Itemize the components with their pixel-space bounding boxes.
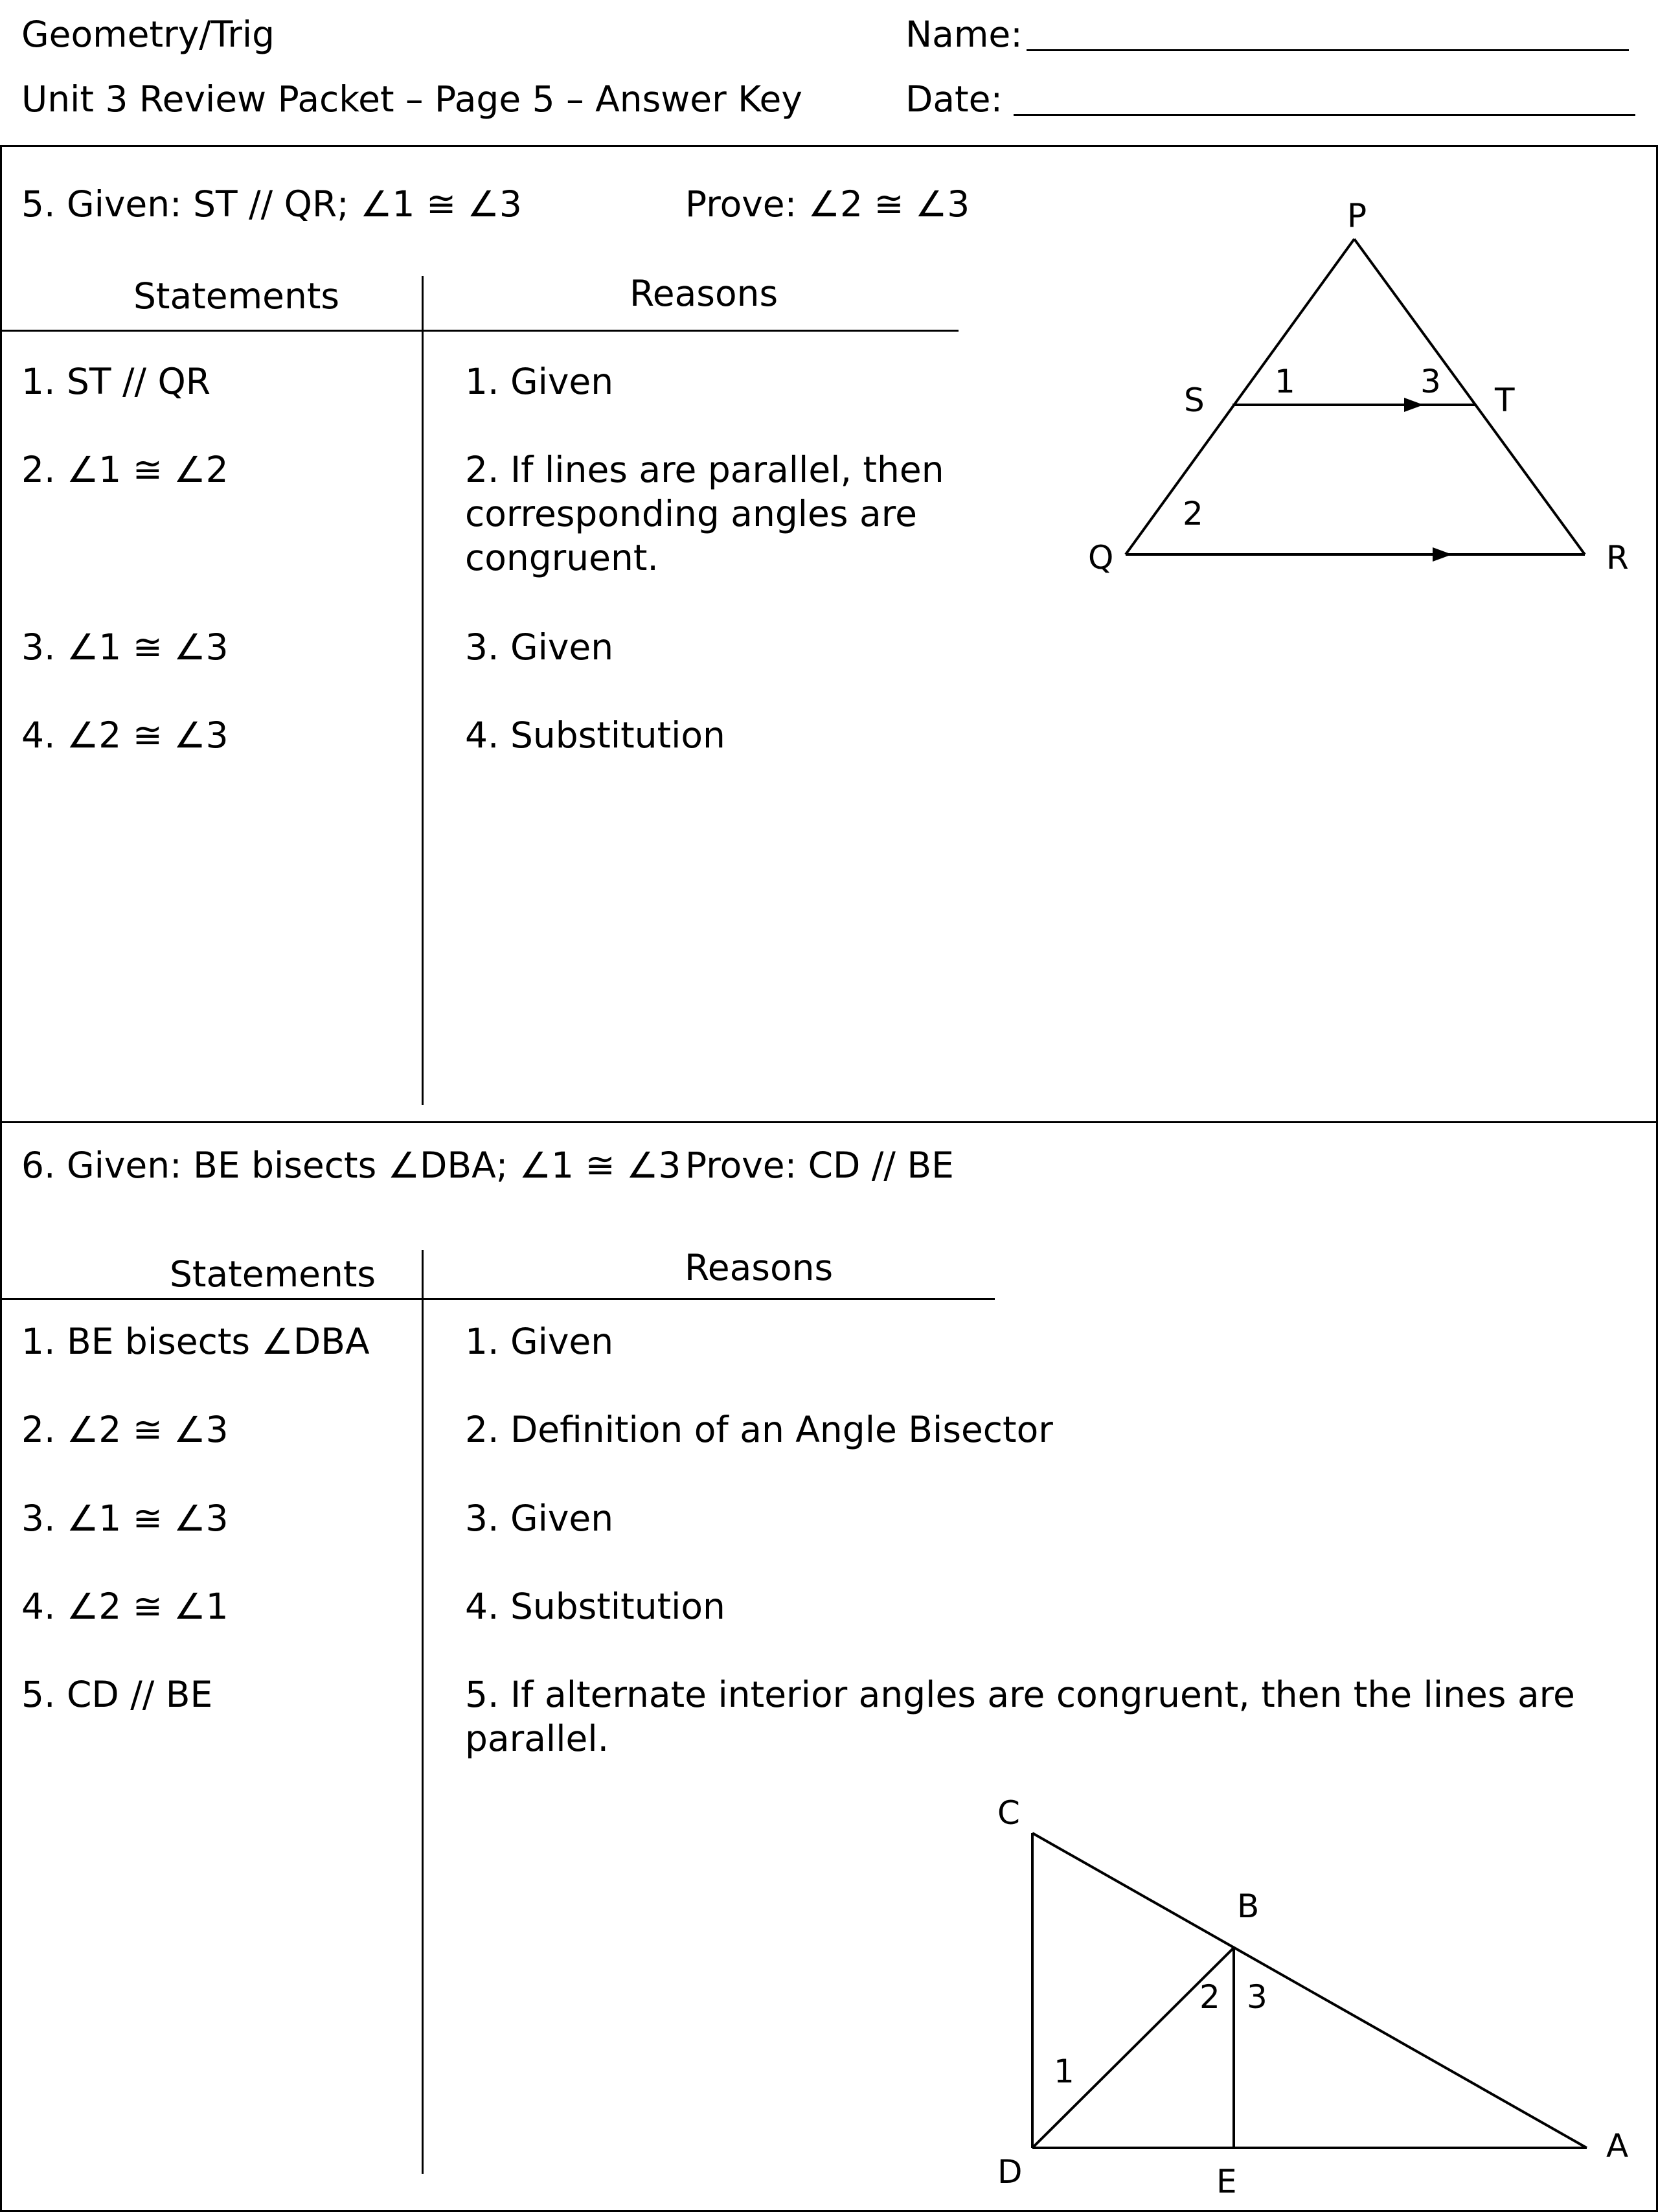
statement-5: 5. CD // BE <box>21 1674 213 1715</box>
problem-divider <box>0 1121 1658 1123</box>
reasons-header: Reasons <box>685 1247 834 1288</box>
angle-label-3: 3 <box>1420 363 1441 400</box>
label-a: A <box>1606 2127 1629 2165</box>
reason-4: 4. Substitution <box>465 714 725 756</box>
date-label: Date: <box>905 78 1003 120</box>
parallel-arrow-qr <box>1433 547 1452 562</box>
statements-header: Statements <box>170 1253 376 1295</box>
table-header-rule <box>0 1298 995 1300</box>
label-b: B <box>1237 1887 1260 1925</box>
segment-ca <box>1032 1833 1587 2148</box>
problem6-given: 6. Given: BE bisects ∠DBA; ∠1 ≅ ∠3 <box>21 1145 681 1186</box>
table-column-rule <box>422 1250 424 2174</box>
triangle-cda-diagram <box>971 1788 1645 2202</box>
statements-header: Statements <box>133 275 340 317</box>
label-s: S <box>1184 382 1205 419</box>
reason-4: 4. Substitution <box>465 1586 725 1627</box>
reason-3: 3. Given <box>465 626 614 668</box>
label-e: E <box>1216 2163 1237 2200</box>
triangle-pqr-diagram <box>1069 188 1639 589</box>
statement-3: 3. ∠1 ≅ ∠3 <box>21 1498 229 1539</box>
angle-label-1: 1 <box>1054 2053 1074 2090</box>
angle-label-3: 3 <box>1247 1978 1267 2016</box>
reason-1: 1. Given <box>465 361 614 402</box>
statement-2: 2. ∠2 ≅ ∠3 <box>21 1409 229 1450</box>
statement-3: 3. ∠1 ≅ ∠3 <box>21 626 229 668</box>
statement-1: 1. BE bisects ∠DBA <box>21 1321 370 1362</box>
statement-4: 4. ∠2 ≅ ∠1 <box>21 1586 229 1627</box>
label-r: R <box>1606 539 1629 576</box>
label-d: D <box>997 2153 1023 2191</box>
name-label: Name: <box>905 14 1023 55</box>
statement-4: 4. ∠2 ≅ ∠3 <box>21 714 229 756</box>
angle-label-2: 2 <box>1183 495 1203 532</box>
label-q: Q <box>1088 539 1114 576</box>
problem5-prove: Prove: ∠2 ≅ ∠3 <box>685 183 970 225</box>
label-c: C <box>997 1794 1020 1832</box>
segment-pq <box>1126 239 1354 554</box>
reason-5: 5. If alternate interior angles are congruent, then the lines are parallel. <box>465 1674 1575 1759</box>
angle-label-1: 1 <box>1275 363 1295 400</box>
date-blank-line <box>1014 114 1635 116</box>
reason-2: 2. Definition of an Angle Bisector <box>465 1409 1053 1450</box>
problem5-given: 5. Given: ST // QR; ∠1 ≅ ∠3 <box>21 183 522 225</box>
statement-2: 2. ∠1 ≅ ∠2 <box>21 449 229 490</box>
label-p: P <box>1347 197 1367 234</box>
segment-pr <box>1354 239 1585 554</box>
reasons-header: Reasons <box>630 273 778 314</box>
reason-2: 2. If lines are parallel, then corresponding angles are congruent. <box>465 449 944 578</box>
reason-1: 1. Given <box>465 1321 614 1362</box>
name-blank-line <box>1027 49 1629 51</box>
statement-1: 1. ST // QR <box>21 361 210 402</box>
problem6-prove: Prove: CD // BE <box>685 1145 954 1186</box>
table-column-rule <box>422 276 424 1105</box>
course-title: Geometry/Trig <box>21 14 275 55</box>
packet-subtitle: Unit 3 Review Packet – Page 5 – Answer Key <box>21 78 802 120</box>
label-t: T <box>1495 382 1515 419</box>
table-header-rule <box>0 330 959 332</box>
angle-label-2: 2 <box>1199 1978 1220 2016</box>
reason-3: 3. Given <box>465 1498 614 1539</box>
